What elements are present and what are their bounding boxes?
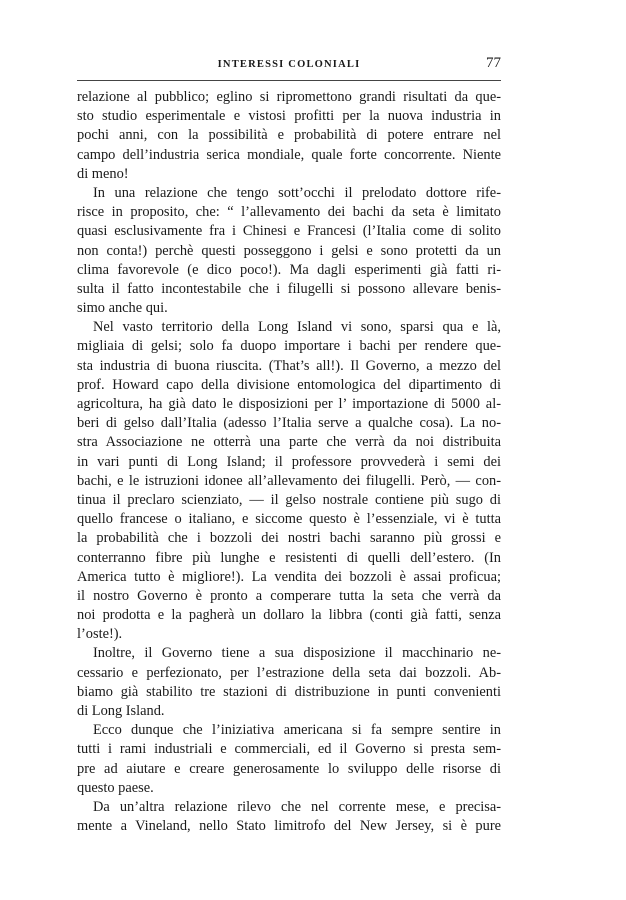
page-header — [77, 56, 501, 81]
text-line: pre ad aiutare e creare generosamente lo sviluppo delle risorse di — [77, 760, 501, 777]
text-line: Ecco dunque che l’iniziativa americana si fa sempre sentire in — [93, 722, 501, 739]
text-line: prof. Howard capo della divisione entomologica del dipartimento di — [77, 376, 501, 393]
text-line: in vari punti di Long Island; il professore provvederà i semi dei — [77, 453, 501, 470]
text-line: agricoltura, ha già dato le disposizioni per l’ importazione di 5000 al- — [77, 396, 501, 412]
text-line: di Long Island. — [77, 703, 165, 719]
text-line: quello francese o italiano, e siccome questo è l’essenziale, vi è tutta — [77, 511, 501, 528]
body-text — [77, 88, 501, 836]
text-line: di meno! — [77, 165, 129, 182]
text-line: quasi esclusivamente fra i Chinesi e Francesi (l’Italia come di solito — [77, 223, 501, 240]
text-line: Da un’altra relazione rilevo che nel corrente mese, e precisa- — [93, 798, 501, 815]
text-line: non conta!) perchè questi posseggono i gelsi e sono protetti da un — [77, 242, 501, 259]
text-line: tinua il preclaro scienziato, — il gelso nostrale contiene più sugo di — [77, 491, 501, 508]
text-line: biamo già stabilito tre stazioni di distribuzione in punti convenienti — [77, 683, 501, 700]
text-line: mente a Vineland, nello Stato limitrofo del New Jersey, si è pure — [77, 818, 501, 835]
text-line: noi prodotta e la pagherà un dollaro la libbra (conti già fatti, senza — [77, 607, 501, 624]
text-line: simo anche qui. — [77, 300, 168, 317]
text-line: conterranno fibre più lunghe e resistenti di quelli dell’estero. (In — [77, 549, 501, 566]
text-line: l’oste!). — [77, 626, 123, 643]
text-line: Nel vasto territorio della Long Island vi sono, sparsi qua e là, — [93, 319, 501, 336]
text-line: clima favorevole (e dico poco!). Ma dagli esperimenti già fatti ri- — [77, 261, 501, 278]
text-line: In una relazione che tengo sott’occhi il prelodato dottore rife- — [93, 184, 501, 201]
text-line: bachi, e le istruzioni idonee all’allevamento dei filugelli. Però, — con- — [77, 472, 501, 489]
text-line: beri di gelso dall’Italia (adesso l’Italia serve a qualche cosa). La no- — [77, 415, 501, 432]
running-title: INTERESSI COLONIALI — [217, 59, 361, 70]
text-line: tutti i rami industriali e commerciali, ed il Governo si presta sem- — [77, 741, 501, 758]
text-line: questo paese. — [77, 779, 154, 796]
text-line: la probabilità che i bozzoli dei nostri bachi saranno più grossi e — [77, 530, 501, 547]
text-line: il nostro Governo è pronto a comperare tutta la seta che verrà da — [77, 587, 501, 604]
text-line: relazione al pubblico; eglino si ripromettono grandi risultati da que- — [77, 89, 501, 105]
text-line: migliaia di gelsi; solo fa duopo importare i bachi per rendere que- — [77, 338, 501, 355]
text-line: cessario e perfezionato, per l’estrazione della seta dai bozzoli. Ab- — [77, 664, 501, 681]
text-line: Inoltre, il Governo tiene a sua disposizione il macchinario ne- — [93, 645, 501, 662]
text-line: risce in proposito, che: “ l’allevamento dei bachi da seta è limitato — [77, 204, 501, 221]
text-line: pochi anni, con la possibilità e probabilità di potere entrare nel — [77, 127, 501, 144]
page-number: 77 — [486, 55, 501, 71]
text-line: sulta il fatto incontestabile che i filugelli si possono allevare benis- — [77, 280, 501, 297]
text-line: sta industria di buona riuscita. (That’s all!). Il Governo, a mezzo del — [77, 357, 501, 374]
text-line: sto studio esperimentale e vistosi profitti per la nuova industria in — [77, 108, 501, 125]
text-line: America tutto è migliore!). La vendita dei bozzoli è assai proficua; — [77, 568, 501, 585]
text-line: campo dell’industria serica mondiale, quale forte concorrente. Niente — [77, 146, 501, 163]
text-line: stra Associazione ne otterrà una parte che verrà da noi distribuita — [77, 434, 501, 451]
